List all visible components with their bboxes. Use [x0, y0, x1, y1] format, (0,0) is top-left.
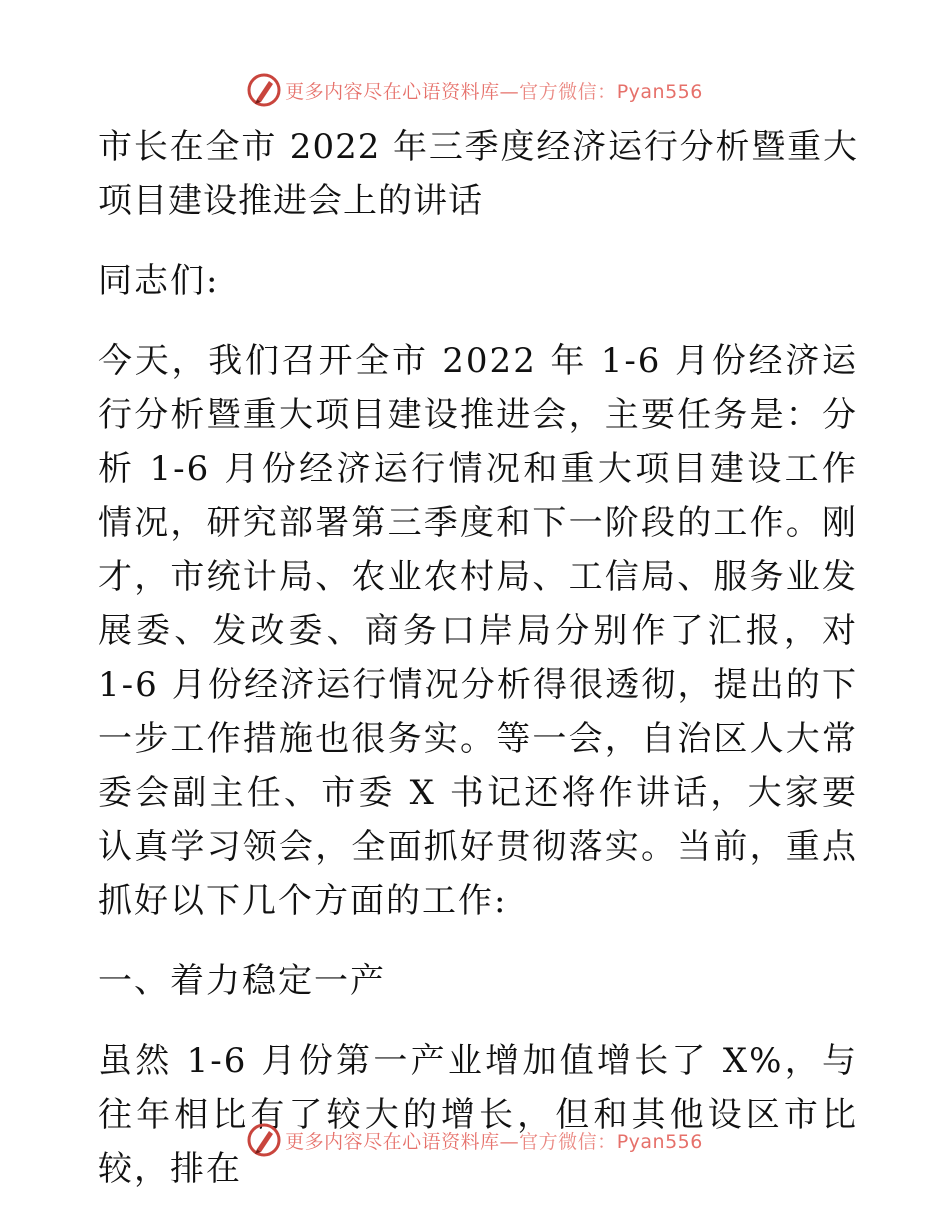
watermark-dash: —	[499, 80, 520, 103]
document-body	[98, 120, 858, 1196]
watermark-header	[0, 70, 950, 110]
watermark-site: 更多内容尽在心语资料库	[285, 80, 500, 103]
salutation: 同志们:	[98, 261, 220, 301]
pen-logo-icon	[247, 1123, 281, 1157]
watermark-site: 更多内容尽在心语资料库	[285, 1130, 500, 1153]
section-heading-1: 一、着力稳定一产	[98, 961, 386, 1001]
document-title: 市长在全市 2022 年三季度经济运行分析暨重大项目建设推进会上的讲话	[98, 127, 858, 221]
intro-paragraph: 今天，我们召开全市 2022 年 1-6 月份经济运行分析暨重大项目建设推进会，主要任务是：分析 1-6 月份经济运行情况和重大项目建设工作情况，研究部署第三季度和下一阶段的工作。刚才，市统计局、农业农村局、工信局、服务业发展委、发改委、商务口岸局分别作了汇报，对 1-6 月份经济运行情况分析得很透彻，提出的下一步工作措施也很务实。等一会，自治区人大常委会副主任、市委 X 书记还将作讲话，大家要认真学习领会，全面抓好贯彻落实。当前，重点抓好以下几个方面的工作:	[98, 341, 858, 921]
watermark-official: 官方微信：	[519, 80, 617, 103]
watermark-footer	[0, 1120, 950, 1160]
watermark-wechat-id: Pyan556	[616, 80, 703, 103]
watermark-text	[285, 77, 703, 104]
watermark-text	[285, 1127, 703, 1154]
watermark-wechat-id: Pyan556	[616, 1130, 703, 1153]
watermark-official: 官方微信：	[519, 1130, 617, 1153]
watermark-dash: —	[499, 1130, 520, 1153]
pen-logo-icon	[247, 73, 281, 107]
section-paragraph-1: 虽然 1-6 月份第一产业增加值增长了 X%，与往年相比有了较大的增长，但和其他设区市比较，排在	[98, 1041, 858, 1189]
